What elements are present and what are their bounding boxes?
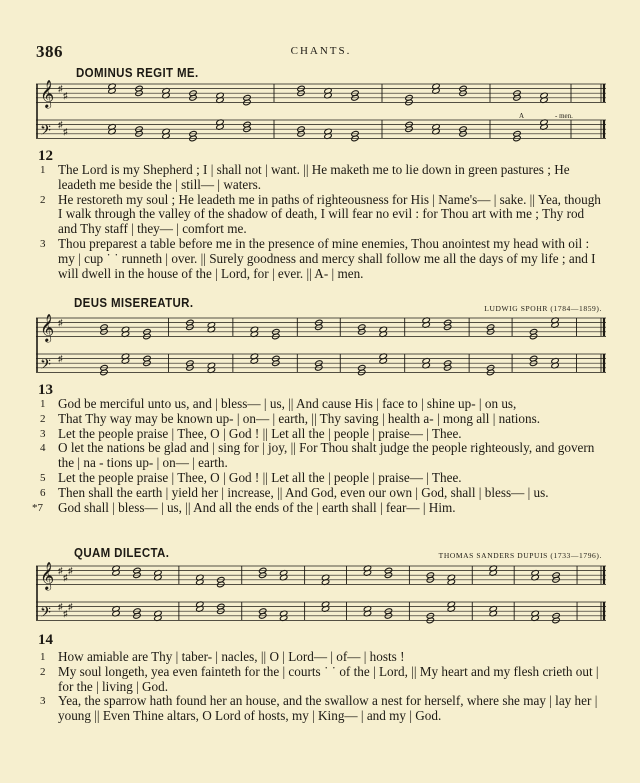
verse bbox=[40, 427, 606, 442]
page-number: 386 bbox=[36, 42, 63, 61]
verses-chant-13 bbox=[32, 396, 606, 515]
verse-number: 1 bbox=[40, 164, 46, 176]
verse bbox=[40, 412, 606, 427]
bass-clef-icon: 𝄢 bbox=[40, 356, 51, 377]
chant-title: DOMINUS REGIT ME. bbox=[76, 66, 199, 80]
amen-syllable: A bbox=[519, 112, 525, 120]
verse-text: Let the people praise | Thee, O | God ! || Let all the | people | praise— | Thee. bbox=[58, 469, 462, 485]
verses-chant-12 bbox=[40, 163, 606, 281]
verse-text: My soul longeth, yea even fainteth for the | courts ˙ ˙ of the | Lord, || My heart and my flesh crieth out | for the | living | God. bbox=[58, 663, 599, 694]
verse-text: God be merciful unto us, and | bless— | us, || And cause His | face to | shine up- | on us, bbox=[58, 396, 517, 411]
key-sharp-icon: ♯ bbox=[58, 601, 63, 612]
key-sharp-icon: ♯ bbox=[58, 353, 63, 364]
treble-clef-icon: 𝄞 bbox=[40, 314, 55, 342]
verse-text: Then shall the earth | yield her | increase, || And God, even our own | God, shall | bless— | us. bbox=[58, 484, 549, 500]
key-sharp-icon: ♯ bbox=[63, 572, 68, 583]
verse bbox=[40, 237, 606, 281]
verse-text: Thou preparest a table before me in the presence of mine enemies, Thou anointest my head with oil : my | cup ˙ ˙ runneth | over. || Surely goodness and mercy shall follow me all the days of my life ; and I will dwell in the house of the | Lord, for | ever. || A- | men. bbox=[58, 235, 596, 281]
key-sharp-icon: ♯ bbox=[58, 83, 63, 94]
verse bbox=[40, 694, 606, 724]
verse-number: 3 bbox=[40, 427, 46, 440]
treble-clef-icon: 𝄞 bbox=[40, 562, 55, 590]
verse-number: 3 bbox=[40, 695, 46, 708]
verse-number: 2 bbox=[40, 665, 46, 678]
verse-text: How amiable are Thy | taber- | nacles, || O | Lord— | of— | hosts ! bbox=[58, 649, 405, 664]
verse-number: 2 bbox=[40, 412, 46, 425]
verse-number: 2 bbox=[40, 193, 46, 206]
key-sharp-icon: ♯ bbox=[58, 565, 63, 576]
key-sharp-icon: ♯ bbox=[58, 119, 63, 130]
verse bbox=[40, 650, 606, 665]
key-sharp-icon: ♯ bbox=[63, 90, 68, 101]
composer-credit: LUDWIG SPOHR (1784—1859). bbox=[484, 304, 602, 313]
verses-chant-14 bbox=[40, 650, 606, 724]
chant-title: QUAM DILECTA. bbox=[74, 546, 170, 560]
composer-credit: THOMAS SANDERS DUPUIS (1733—1796). bbox=[438, 551, 602, 560]
key-sharp-icon: ♯ bbox=[68, 565, 73, 576]
verse bbox=[40, 397, 606, 412]
verse bbox=[32, 499, 606, 516]
verse-text: He restoreth my soul ; He leadeth me in paths of righteousness for His | Name's— | sake. || Yea, though I walk through the valley of the shadow of death, I will fear no evil : for Thou art with me ; Thy rod and Thy staff | they— | comfort me. bbox=[58, 191, 601, 237]
verse-number: 3 bbox=[40, 237, 46, 250]
verse-text: The Lord is my Shepherd ; I | shall not | want. || He maketh me to lie down in green pastures ; He leadeth me beside the | still— | waters. bbox=[58, 162, 570, 192]
verse bbox=[40, 441, 606, 471]
verse bbox=[40, 193, 606, 237]
chant-number: 14 bbox=[38, 632, 53, 648]
running-title: CHANTS. bbox=[290, 45, 352, 57]
key-sharp-icon: ♯ bbox=[68, 601, 73, 612]
verse-text: O let the nations be glad and | sing for | joy, || For Thou shalt judge the people righteously, and govern the | na - tions up- | on— | earth. bbox=[58, 440, 595, 471]
verse-number: 5 bbox=[40, 471, 46, 484]
chant-number: 13 bbox=[38, 382, 53, 398]
key-sharp-icon: ♯ bbox=[63, 126, 68, 137]
verse-number: 6 bbox=[40, 486, 46, 499]
verse-number: 4 bbox=[40, 442, 46, 455]
verse-number: 1 bbox=[40, 398, 46, 410]
key-sharp-icon: ♯ bbox=[63, 608, 68, 619]
verse-text: Let the people praise | Thee, O | God ! || Let all the | people | praise— | Thee. bbox=[58, 425, 462, 441]
bass-clef-icon: 𝄢 bbox=[40, 604, 51, 625]
verse bbox=[40, 471, 606, 486]
chant-title: DEUS MISEREATUR. bbox=[74, 296, 194, 310]
treble-clef-icon: 𝄞 bbox=[40, 80, 55, 108]
music-staff-quam-dilecta bbox=[36, 562, 606, 636]
music-staff-deus-misereatur bbox=[36, 314, 606, 386]
page-header bbox=[36, 42, 606, 60]
verse bbox=[40, 163, 606, 193]
key-sharp-icon: ♯ bbox=[58, 317, 63, 328]
verse bbox=[40, 486, 606, 501]
bass-clef-icon: 𝄢 bbox=[40, 122, 51, 143]
chant-number: 12 bbox=[38, 148, 53, 164]
verse-number: 1 bbox=[40, 651, 46, 663]
amen-syllable: - men. bbox=[555, 112, 573, 120]
verse bbox=[40, 665, 606, 695]
verse-number: *7 bbox=[32, 501, 43, 514]
verse-text: That Thy way may be known up- | on— | earth, || Thy saving | health a- | mong all | nations. bbox=[58, 410, 541, 426]
verse-text: Yea, the sparrow hath found her an house, and the swallow a nest for herself, where she may | lay her | young || Even Thine altars, O Lord of hosts, my | King— | and my | God. bbox=[58, 693, 598, 724]
verse-text: God shall | bless— | us, || And all the ends of the | earth shall | fear— | Him. bbox=[58, 499, 456, 515]
